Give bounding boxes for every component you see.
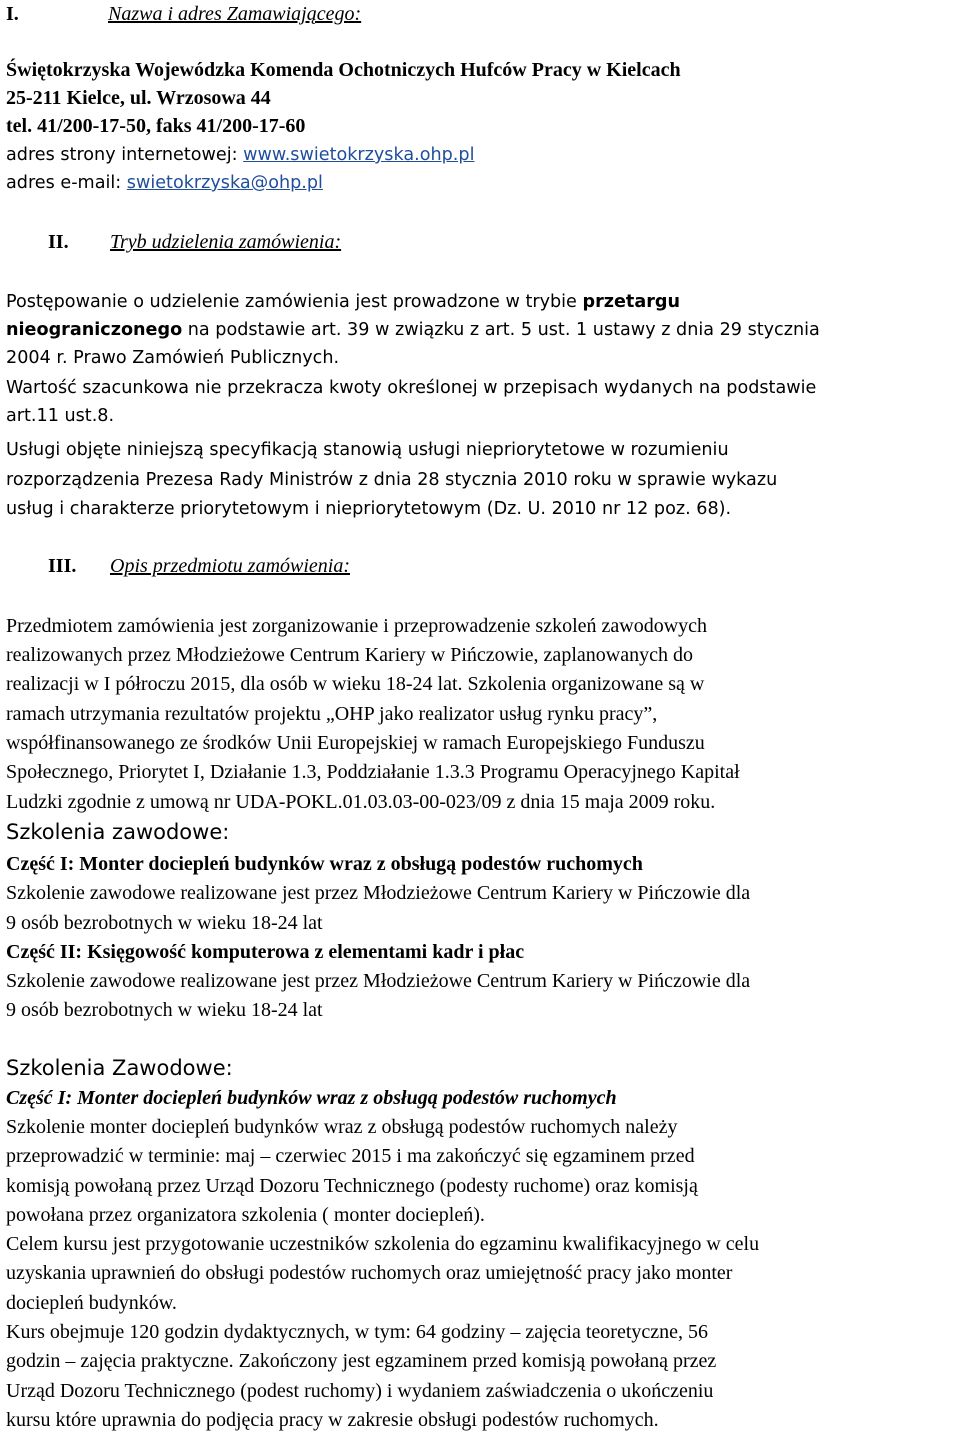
website-line (6, 141, 474, 169)
part-2-line: Szkolenie zawodowe realizowane jest przez Młodzieżowe Centrum Kariery w Pińczowie dla (6, 970, 751, 992)
part-1-line: Szkolenie zawodowe realizowane jest przez Młodzieżowe Centrum Kariery w Pińczowie dla (6, 882, 751, 904)
email-label: adres e-mail: (6, 173, 127, 193)
paragraph-line: uzyskania uprawnień do obsługi podestów ruchomych oraz umiejętność pracy jako monter (6, 1262, 733, 1284)
section-1-heading (6, 0, 361, 28)
paragraph-line: Społecznego, Priorytet I, Działanie 1.3, Poddziałanie 1.3.3 Programu Operacyjnego Kapitał (6, 761, 740, 783)
section-2-line-6: Usługi objęte niniejszą specyfikacją stanowią usługi niepriorytetowe w rozumieniu (6, 440, 729, 460)
paragraph-line: realizowanych przez Młodzieżowe Centrum Kariery w Pińczowie, zaplanowanych do (6, 644, 693, 666)
section-2-line-4: Wartość szacunkowa nie przekracza kwoty określonej w przepisach wydanych na podstawie (6, 378, 817, 398)
org-name: Świętokrzyska Wojewódzka Komenda Ochotniczych Hufców Pracy w Kielcach (6, 59, 681, 81)
paragraph-line: Ludzki zgodnie z umową nr UDA-POKL.01.03.03-00-023/09 z dnia 15 maja 2009 roku. (6, 791, 716, 813)
section-2-line-1 (6, 288, 680, 316)
section-1-number: I. (6, 3, 19, 25)
section-2-line-7: rozporządzenia Prezesa Rady Ministrów z dnia 28 stycznia 2010 roku w sprawie wykazu (6, 470, 778, 490)
section-3-title: Opis przedmiotu zamówienia: (110, 555, 350, 577)
training-heading: Szkolenia zawodowe: (6, 820, 230, 844)
paragraph-line: godzin – zajęcia praktyczne. Zakończony jest egzaminem przed komisją powołaną przez (6, 1350, 717, 1372)
org-phone: tel. 41/200-17-50, faks 41/200-17-60 (6, 115, 306, 137)
section-2-title: Tryb udzielenia zamówienia: (110, 231, 342, 253)
section-2-line-3: 2004 r. Prawo Zamówień Publicznych. (6, 348, 340, 368)
website-link[interactable]: www.swietokrzyska.ohp.pl (243, 145, 475, 165)
org-address: 25-211 Kielce, ul. Wrzosowa 44 (6, 87, 271, 109)
paragraph-line: Przedmiotem zamówienia jest zorganizowanie i przeprowadzenie szkoleń zawodowych (6, 615, 708, 637)
section-2-number: II. (48, 231, 69, 253)
part-1-title: Część I: Monter dociepleń budynków wraz z obsługą podestów ruchomych (6, 853, 643, 875)
part-2-title: Część II: Księgowość komputerowa z elementami kadr i płac (6, 941, 525, 963)
section-1-title: Nazwa i adres Zamawiającego: (108, 3, 362, 25)
part-2-line: 9 osób bezrobotnych w wieku 18-24 lat (6, 999, 323, 1021)
paragraph-line: dociepleń budynków. (6, 1292, 177, 1314)
training-heading-2: Szkolenia Zawodowe: (6, 1056, 233, 1080)
section-2-line-8: usług i charakterze priorytetowym i niepriorytetowym (Dz. U. 2010 nr 12 poz. 68). (6, 499, 732, 519)
part-1b-title: Część I: Monter dociepleń budynków wraz z obsługą podestów ruchomych (6, 1087, 617, 1109)
section-3-heading (48, 552, 350, 580)
email-link[interactable]: swietokrzyska@ohp.pl (126, 173, 323, 193)
section-2-text: Postępowanie o udzielenie zamówienia jest prowadzone w trybie (6, 292, 583, 312)
paragraph-line: kursu które uprawnia do podjęcia pracy w zakresie obsługi podestów ruchomych. (6, 1409, 659, 1431)
section-3-number: III. (48, 555, 77, 577)
paragraph-line: ramach utrzymania rezultatów projektu „OHP jako realizator usług rynku pracy”, (6, 703, 658, 725)
part-1-line: 9 osób bezrobotnych w wieku 18-24 lat (6, 912, 323, 934)
section-2-bold-term: nieograniczonego (6, 320, 183, 340)
paragraph-line: powołana przez organizatora szkolenia ( monter dociepleń). (6, 1204, 485, 1226)
paragraph-line: realizacji w I półroczu 2015, dla osób w wieku 18-24 lat. Szkolenia organizowane są w (6, 673, 705, 695)
paragraph-line: Urząd Dozoru Technicznego (podest ruchomy) i wydaniem zaświadczenia o ukończeniu (6, 1380, 714, 1402)
website-label: adres strony internetowej: (6, 145, 244, 165)
paragraph-line: Szkolenie monter dociepleń budynków wraz z obsługą podestów ruchomych należy (6, 1116, 678, 1138)
section-2-bold-term: przetargu (582, 292, 681, 312)
paragraph-line: komisją powołaną przez Urząd Dozoru Technicznego (podesty ruchome) oraz komisją (6, 1175, 698, 1197)
paragraph-line: Celem kursu jest przygotowanie uczestników szkolenia do egzaminu kwalifikacyjnego w celu (6, 1233, 760, 1255)
section-2-line-5: art.11 ust.8. (6, 406, 115, 426)
email-line (6, 169, 323, 197)
paragraph-line: przeprowadzić w terminie: maj – czerwiec 2015 i ma zakończyć się egzaminem przed (6, 1145, 695, 1167)
section-2-heading (48, 228, 341, 256)
paragraph-line: Kurs obejmuje 120 godzin dydaktycznych, w tym: 64 godziny – zajęcia teoretyczne, 56 (6, 1321, 709, 1343)
section-2-text: na podstawie art. 39 w związku z art. 5 ust. 1 ustawy z dnia 29 stycznia (182, 320, 820, 340)
paragraph-line: współfinansowanego ze środków Unii Europejskiej w ramach Europejskiego Funduszu (6, 732, 705, 754)
section-2-line-2 (6, 316, 820, 344)
